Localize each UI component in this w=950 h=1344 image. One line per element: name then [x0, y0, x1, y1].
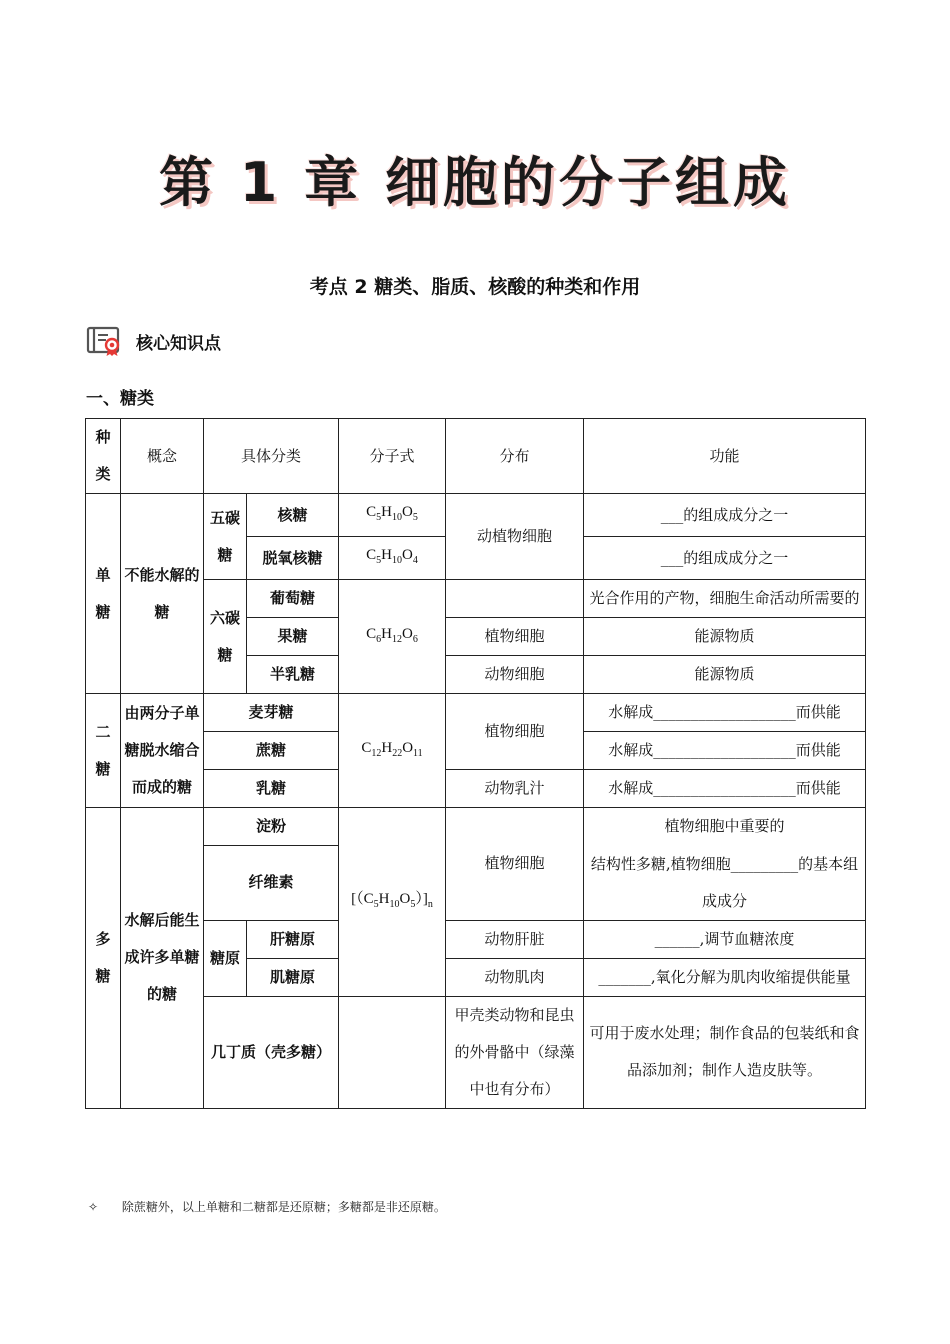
- header-distribution: 分布: [446, 419, 584, 494]
- liver-glycogen-name: 肝糖原: [247, 920, 339, 958]
- lactose-distribution: 动物乳汁: [446, 770, 584, 808]
- galactose-distribution: 动物细胞: [446, 656, 584, 694]
- table-row: [86, 808, 866, 846]
- poly-formula: $[(C_5H_{10}O_5)]_n$: [339, 808, 446, 997]
- maltose-function: 水解成___________________而供能: [584, 694, 866, 732]
- sugar-heading: 一、糖类: [86, 389, 154, 409]
- table-row: [86, 494, 866, 537]
- sugar-table: [85, 418, 866, 1109]
- glucose-name: 葡萄糖: [247, 580, 339, 618]
- section-title: 考点 2 糖类、脂质、核酸的种类和作用: [309, 276, 641, 298]
- di-concept: 由两分子单糖脱水缩合而成的糖: [121, 694, 204, 808]
- core-knowledge-header: [86, 324, 221, 358]
- galactose-name: 半乳糖: [247, 656, 339, 694]
- diamond-star-icon: ✧: [88, 1200, 99, 1214]
- header-kind: 种类: [86, 419, 121, 494]
- glucose-function: 光合作用的产物，细胞生命活动所需要的: [584, 580, 866, 618]
- ribose-formula: $C_5H_{10}O_5$: [339, 494, 446, 537]
- sucrose-function: 水解成___________________而供能: [584, 732, 866, 770]
- di-plant-distribution: 植物细胞: [446, 694, 584, 770]
- galactose-function: 能源物质: [584, 656, 866, 694]
- fructose-function: 能源物质: [584, 618, 866, 656]
- liver-distribution: 动物肝脏: [446, 920, 584, 958]
- di-kind: 二糖: [86, 694, 121, 808]
- chitin-name: 几丁质（壳多糖）: [204, 996, 339, 1108]
- hexose-formula: $C_6H_{12}O_6$: [339, 580, 446, 694]
- ribose-name: 核糖: [247, 494, 339, 537]
- lactose-function: 水解成___________________而供能: [584, 770, 866, 808]
- mono-kind: 单糖: [86, 494, 121, 694]
- deoxyribose-function: ___的组成成分之一: [584, 537, 866, 580]
- chapter-title: 第 1 章 细胞的分子组成: [159, 151, 791, 214]
- cellulose-function: 结构性多糖,植物细胞_________的基本组成成分: [584, 846, 866, 921]
- table-header-row: [86, 419, 866, 494]
- muscle-distribution: 动物肌肉: [446, 958, 584, 996]
- muscle-glycogen-name: 肌糖原: [247, 958, 339, 996]
- starch-function: 植物细胞中重要的: [584, 808, 866, 846]
- fructose-distribution: 植物细胞: [446, 618, 584, 656]
- maltose-name: 麦芽糖: [204, 694, 339, 732]
- glycogen-label: 糖原: [204, 920, 247, 996]
- chitin-function: 可用于废水处理；制作食品的包装纸和食品添加剂；制作人造皮肤等。: [584, 996, 866, 1108]
- deoxyribose-name: 脱氧核糖: [247, 537, 339, 580]
- pentose-label: 五碳糖: [204, 494, 247, 580]
- pentose-distribution: 动植物细胞: [446, 494, 584, 580]
- chitin-formula: [339, 996, 446, 1108]
- poly-plant-distribution: 植物细胞: [446, 808, 584, 921]
- footnote: [88, 1198, 446, 1215]
- sucrose-name: 蔗糖: [204, 732, 339, 770]
- muscle-function: _______,氧化分解为肌肉收缩提供能量: [584, 958, 866, 996]
- fructose-name: 果糖: [247, 618, 339, 656]
- liver-function: ______,调节血糖浓度: [584, 920, 866, 958]
- chitin-distribution: 甲壳类动物和昆虫的外骨骼中（绿藻中也有分布）: [446, 996, 584, 1108]
- starch-name: 淀粉: [204, 808, 339, 846]
- poly-kind: 多糖: [86, 808, 121, 1109]
- hexose-label: 六碳糖: [204, 580, 247, 694]
- deoxyribose-formula: $C_5H_{10}O_4$: [339, 537, 446, 580]
- table-row: [86, 694, 866, 732]
- mono-concept: 不能水解的糖: [121, 494, 204, 694]
- header-classification: 具体分类: [204, 419, 339, 494]
- header-function: 功能: [584, 419, 866, 494]
- footnote-text: 除蔗糖外，以上单糖和二糖都是还原糖；多糖都是非还原糖。: [121, 1200, 446, 1214]
- ribose-function: ___的组成成分之一: [584, 494, 866, 537]
- header-concept: 概念: [121, 419, 204, 494]
- cellulose-name: 纤维素: [204, 846, 339, 921]
- lactose-name: 乳糖: [204, 770, 339, 808]
- header-formula: 分子式: [339, 419, 446, 494]
- core-knowledge-label: 核心知识点: [136, 333, 221, 354]
- certificate-book-icon: [86, 325, 124, 357]
- di-formula: $C_{12}H_{22}O_{11}$: [339, 694, 446, 808]
- poly-concept: 水解后能生成许多单糖的糖: [121, 808, 204, 1109]
